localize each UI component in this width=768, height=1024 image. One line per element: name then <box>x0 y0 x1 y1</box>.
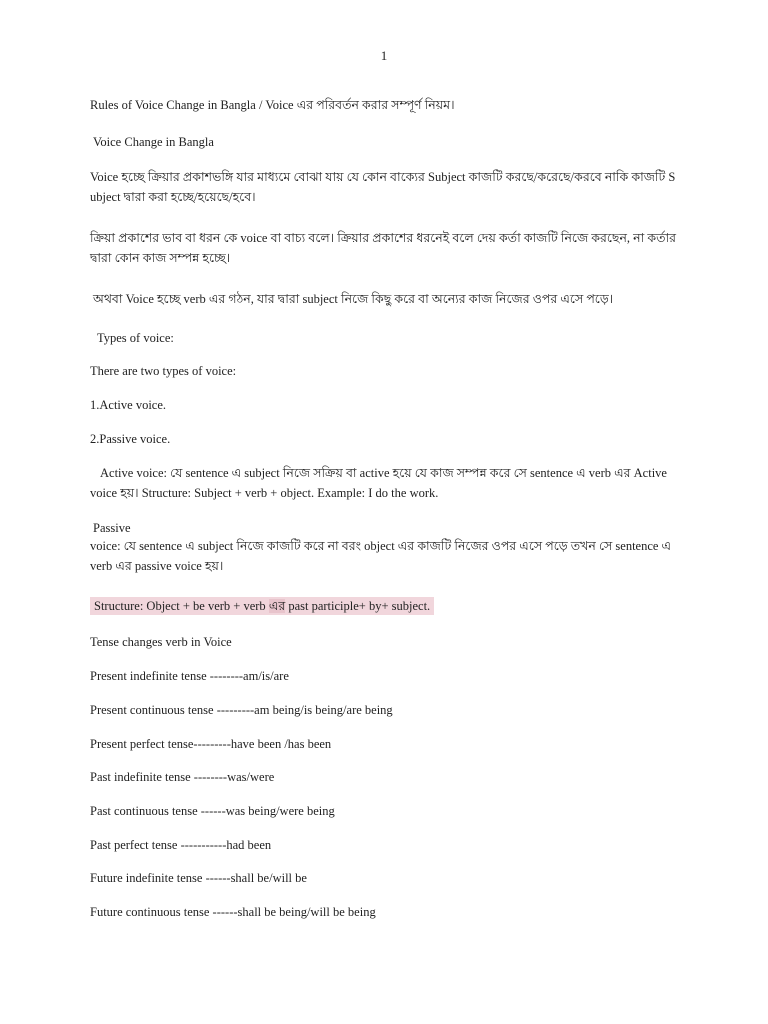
passive-voice-definition: voice: যে sentence এ subject নিজে কাজটি করে না বরং object এর কাজটি নিজের ওপর এসে পড়ে তখন সে sentence এ verb এর passive voice হয়। <box>90 539 672 573</box>
types-heading: Types of voice: <box>97 331 174 345</box>
intro-paragraph-3: অথবা Voice হচ্ছে verb এর গঠন, যার দ্বারা subject নিজে কিছু করে বা অন্যের কাজ নিজের ওপর এসে পড়ে। <box>93 292 614 306</box>
section-heading: Voice Change in Bangla <box>93 135 214 149</box>
highlight-mark: Structure: Object + be verb + verb এর past participle+ by+ subject. <box>90 597 434 615</box>
tense-item: Present indefinite tense --------am/is/are <box>90 669 289 683</box>
passive-structure <box>90 596 690 616</box>
document-title: Rules of Voice Change in Bangla / Voice এর পরিবর্তন করার সম্পূর্ণ নিয়ম। <box>90 98 455 112</box>
intro-paragraph-1: Voice হচ্ছে ক্রিয়ার প্রকাশভঙ্গি যার মাধ্যমে বোঝা যায় যে কোন বাক্যের Subject কাজটি করছে/করেছে/করবে নাকি কাজটি S ubject দ্বারা করা হচ্ছে/হয়েছে/হবে। <box>90 170 676 204</box>
tense-item: Present continuous tense ---------am being/is being/are being <box>90 703 393 717</box>
tense-heading: Tense changes verb in Voice <box>90 635 232 649</box>
tense-item: Past indefinite tense --------was/were <box>90 770 275 784</box>
type-item-active: 1.Active voice. <box>90 398 167 412</box>
types-intro: There are two types of voice: <box>90 364 237 378</box>
passive-voice-label: Passive <box>93 521 131 535</box>
intro-paragraph-2: ক্রিয়া প্রকাশের ভাব বা ধরন কে voice বা বাচ্য বলে। ক্রিয়ার প্রকাশের ধরনেই বলে দেয় কর্তা কাজটি নিজে করছেন, না কর্তার দ্বারা কোন কাজ সম্পন্ন হচ্ছে। <box>90 231 677 265</box>
tense-item: Past perfect tense -----------had been <box>90 838 272 852</box>
tense-item: Future indefinite tense ------shall be/will be <box>90 871 307 885</box>
active-voice-definition: Active voice: যে sentence এ subject নিজে সক্রিয় বা active হয়ে যে কাজ সম্পন্ন করে সে sentence এ verb এর Active voice হয়। Structure: Subject + verb + object. Example: I do the work. <box>90 466 667 500</box>
tense-item: Past continuous tense ------was being/were being <box>90 804 335 818</box>
type-item-passive: 2.Passive voice. <box>90 432 171 446</box>
page-number: 1 <box>380 48 388 63</box>
tense-item: Future continuous tense ------shall be being/will be being <box>90 905 376 919</box>
tense-item: Present perfect tense---------have been /has been <box>90 737 332 751</box>
